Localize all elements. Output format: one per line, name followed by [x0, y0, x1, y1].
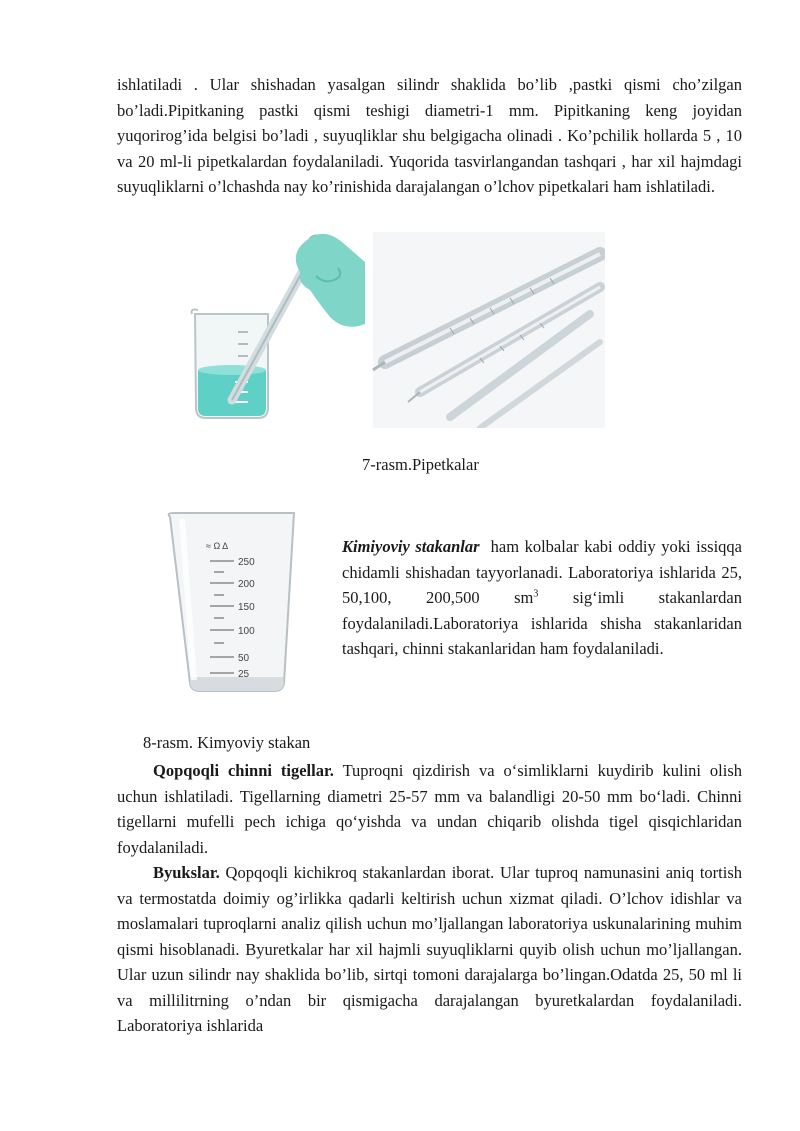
weighing-bottles-term: Byukslar. — [153, 863, 220, 882]
beaker-text-2: sig‘imli stakanlardan foydalaniladi.Laboratoriya ishlarida shisha stakanlaridan tashqari, chinni stakanlaridan ham foydalaniladi. — [342, 588, 743, 658]
crucibles-paragraph — [117, 758, 742, 860]
beaker-term: Kimiyoviy stakanlar — [342, 537, 480, 556]
svg-text:≈ Ω Δ — [206, 541, 228, 551]
figure-7-caption: 7-rasm.Pipetkalar — [362, 455, 479, 474]
pipettes-figure — [120, 232, 605, 428]
beaker-mark-50: 50 — [238, 653, 250, 664]
beaker-paragraph — [342, 534, 742, 662]
crucibles-term: Qopqoqli chinni tigellar. — [153, 761, 334, 780]
beaker-with-pipette-image — [120, 232, 365, 428]
beaker-mark-150: 150 — [238, 602, 255, 613]
cubic-superscript: 3 — [533, 588, 539, 600]
weighing-bottles-paragraph — [117, 860, 742, 1039]
beaker-mark-200: 200 — [238, 579, 255, 590]
weighing-bottles-text: Qopqoqli kichikroq stakanlardan iborat. Ular tuproq namunasini aniq tortish va termostatda doimiy og’irlikka qadarli keltirish uchun xizmat qiladi. O’lchov idishlar va moslamalari tuproqlarni analiz qilish uchun mo’ljallangan laboratoriya uskunalarining muhim qismi hisoblanadi. Byuretkalar har xil hajmli suyuqliklarni quyib olish uchun mo’ljallangan. Ular uzun silindr nay shaklida bo’lib, sirtqi tomoni darajalarga bo’lingan.Odatda 25, 50 ml li va millilitrning o’ndan bir qismigacha darajalangan byuretkalardan foydalaniladi. Laboratoriya ishlarida — [117, 863, 742, 1035]
beaker-text-1: ham kolbalar kabi oddiy yoki issiqqa chidamli shishadan tayyorlanadi. Laboratoriya ishlarida 25, 50,100, 200,500 sm — [342, 537, 742, 607]
pipette-paragraph: ishlatiladi . Ular shishadan yasalgan silindr shaklida bo’lib ,pastki qismi cho’zilgan bo’ladi.Pipitkaning pastki qismi teshigi diametri-1 mm. Pipitkaning keng joyidan yuqorirog’ida belgisi bo’ladi , suyuqliklar shu belgigacha olinadi . Ko’pchilik hollarda 5 , 10 va 20 ml-li pipetkalardan foydalaniladi. Yuqorida tasvirlangandan tashqari , har xil hajmdagi suyuqliklarni o’lchashda nay ko’rinishida darajalangan o’lchov pipetkalari ham ishlatiladi. — [117, 75, 742, 196]
beaker-logo-text: ≈ Ω Δ — [206, 541, 229, 551]
beaker-mark-25: 25 — [238, 669, 250, 680]
chemical-beaker-image — [160, 505, 310, 697]
beaker-mark-250: 250 — [238, 557, 255, 568]
graduated-pipettes-image — [373, 232, 605, 428]
crucibles-text: Tuproqni qizdirish va o‘simliklarni kuydirib kulini olish uchun ishlatiladi. Tigellarning diametri 25-57 mm va balandligi 20-50 mm bo‘ladi. Chinni tigellarni mufelli pech ichiga qo‘yishda va undan chiqarib olishda tigel qisqichlaridan foydalaniladi. — [117, 761, 743, 857]
beaker-mark-100: 100 — [238, 626, 255, 637]
figure-8-caption: 8-rasm. Kimyoviy stakan — [143, 733, 311, 752]
